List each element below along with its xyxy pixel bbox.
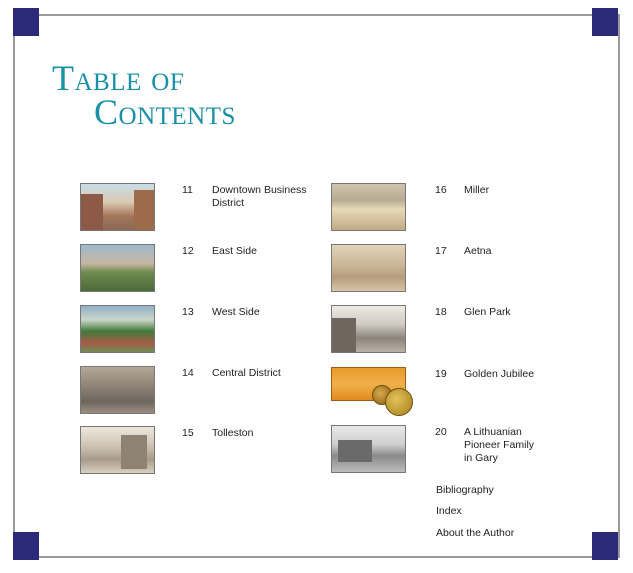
chapter-title[interactable]: Central District	[212, 367, 281, 379]
chapter-number: 12	[182, 245, 194, 257]
thumbnail-tolleston	[80, 426, 155, 474]
chapter-number: 13	[182, 306, 194, 318]
index-link[interactable]: Index	[436, 505, 462, 517]
chapter-title[interactable]: Miller	[464, 184, 490, 196]
title-line-1: Table of	[52, 58, 185, 98]
chapter-title[interactable]: East Side	[212, 245, 257, 257]
corner-mark	[13, 532, 39, 560]
chapter-number: 16	[435, 184, 447, 196]
thumbnail-downtown	[80, 183, 155, 231]
thumbnail-miller	[331, 183, 406, 231]
chapter-number: 15	[182, 427, 194, 439]
title-line-2: Contents	[94, 92, 236, 132]
corner-mark	[592, 8, 618, 36]
chapter-number: 14	[182, 367, 194, 379]
chapter-number: 18	[435, 306, 447, 318]
chapter-number: 19	[435, 368, 447, 380]
corner-mark	[13, 8, 39, 36]
chapter-title[interactable]: Aetna	[464, 245, 492, 257]
chapter-title[interactable]: Tolleston	[212, 427, 254, 439]
corner-mark	[592, 532, 618, 560]
thumbnail-aetna	[331, 244, 406, 292]
thumbnail-pioneer-family	[331, 425, 406, 473]
thumbnail-east-side	[80, 244, 155, 292]
chapter-title[interactable]: West Side	[212, 306, 260, 318]
chapter-title[interactable]: Golden Jubilee	[464, 368, 535, 380]
thumbnail-central-district	[80, 366, 155, 414]
chapter-title[interactable]: Glen Park	[464, 306, 511, 318]
thumbnail-glen-park	[331, 305, 406, 353]
chapter-number: 17	[435, 245, 447, 257]
bibliography-link[interactable]: Bibliography	[436, 484, 494, 496]
chapter-number: 20	[435, 426, 447, 438]
about-author-link[interactable]: About the Author	[436, 527, 515, 539]
thumbnail-west-side	[80, 305, 155, 353]
coin-icon	[385, 388, 413, 416]
page-title	[52, 60, 236, 130]
chapter-title[interactable]: Downtown Business District	[212, 184, 307, 209]
chapter-title[interactable]: A Lithuanian Pioneer Family in Gary	[464, 426, 535, 464]
chapter-number: 11	[182, 184, 193, 196]
